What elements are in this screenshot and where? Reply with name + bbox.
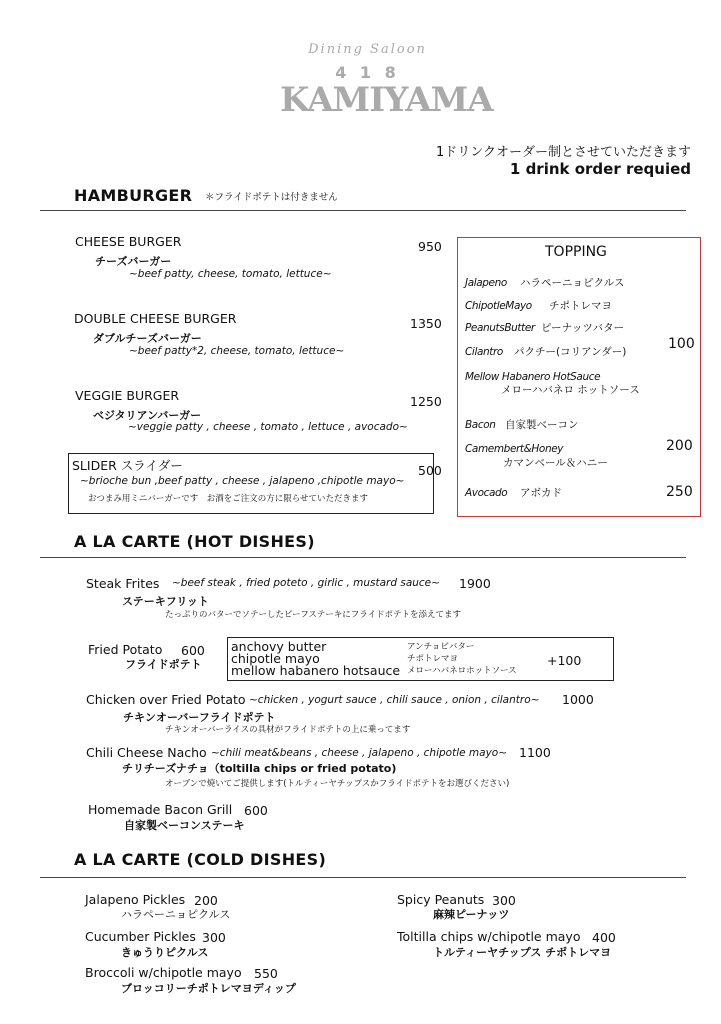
item-name: Homemade Bacon Grill [88, 802, 233, 817]
logo-number: 4 1 8 [335, 63, 400, 82]
item-jp: ステーキフリット [122, 595, 209, 608]
item-price: 1900 [459, 576, 491, 591]
item-desc: ~beef steak , fried poteto , girlic , mustard sauce~ [172, 577, 440, 589]
option-jp: チポトレマヨ [407, 654, 459, 664]
option-price: +100 [547, 653, 582, 668]
restaurant-logo [280, 42, 493, 132]
item-desc: ~veggie patty , cheese , tomato , lettuce , avocado~ [128, 421, 408, 433]
hamburger-note: ＊フライドポテトは付きません [205, 192, 338, 203]
option-name: chipotle mayo [231, 651, 320, 666]
item-price: 600 [181, 643, 205, 658]
item-jp: ベジタリアンバーガー [93, 409, 202, 422]
topping-heading: TOPPING [545, 244, 607, 260]
topping-price: 100 [668, 336, 695, 352]
item-name: Spicy Peanuts [397, 892, 485, 907]
drink-notice-jp: 1ドリンクオーダー制とさせていただきます [435, 145, 691, 160]
topping-name: Cilantro [465, 346, 503, 358]
item-note: チキンオーバーライスの具材がフライドポテトの上に乗ってます [165, 725, 411, 735]
item-name: Fried Potato [88, 642, 163, 657]
topping-price: 250 [666, 484, 693, 500]
item-jp: チリチーズナチョ（toltilla chips or fried potato) [122, 762, 397, 775]
topping-jp: チポトレマヨ [549, 300, 612, 312]
item-jp: ハラペーニョピクルス [121, 908, 231, 921]
topping-name: Mellow Habanero HotSauce [465, 371, 601, 383]
item-name: Toltilla chips w/chipotle mayo [397, 929, 581, 944]
item-price: 550 [254, 966, 278, 981]
item-jp: フライドポテト [125, 658, 202, 671]
topping-name: Camembert&Honey [465, 443, 564, 455]
item-price: 200 [194, 893, 218, 908]
logo-script: Dining Saloon [308, 42, 427, 57]
slider-note: おつまみ用ミニバーガーです お酒をご注文の方に限らせていただきます [88, 494, 368, 504]
slider-name: SLIDER スライダー [72, 458, 183, 473]
slider-desc: ~brioche bun ,beef patty , cheese , jalapeno ,chipotle mayo~ [80, 475, 405, 487]
item-jp: トルティーヤチップス チポトレマヨ [433, 946, 612, 959]
cold-heading: A LA CARTE (COLD DISHES) [74, 850, 327, 869]
item-price: 1350 [410, 316, 442, 331]
item-jp: ダブルチーズバーガー [93, 332, 202, 345]
option-name: mellow habanero hotsauce [231, 663, 401, 678]
option-jp: メローハバネロホットソース [407, 666, 517, 676]
logo-name: KAMIYAMA [280, 80, 493, 120]
topping-jp: ハラペーニョピクルス [520, 277, 625, 289]
item-name: CHEESE BURGER [75, 234, 182, 249]
item-name: Jalapeno Pickles [85, 892, 186, 907]
topping-jp: アボカド [520, 487, 562, 499]
slider-price: 500 [418, 463, 442, 478]
item-jp: ブロッコリーチポトレマヨディップ [121, 982, 296, 995]
topping-name: PeanutsButter [465, 322, 535, 334]
item-desc: ~chicken , yogurt sauce , chili sauce , onion , cilantro~ [249, 694, 540, 706]
item-jp: チキンオーバーフライドポテト [123, 711, 276, 724]
item-price: 600 [244, 803, 268, 818]
cold-rule [40, 877, 686, 878]
topping-jp: パクチー(コリアンダー) [514, 346, 627, 358]
option-jp: アンチョビバター [407, 642, 475, 652]
item-price: 1250 [410, 394, 442, 409]
item-desc: ~chili meat&beans , cheese , jalapeno , chipotle mayo~ [211, 747, 508, 759]
topping-name: Avocado [465, 487, 508, 499]
item-jp: チーズバーガー [95, 255, 172, 268]
topping-jp: メローハバネロ ホットソース [501, 384, 640, 396]
topping-jp: カマンベール＆ハニー [503, 457, 608, 469]
drink-notice-en: 1 drink order requied [509, 160, 691, 178]
item-desc: ~beef patty, cheese, tomato, lettuce~ [129, 268, 332, 280]
item-price: 300 [492, 893, 516, 908]
item-name: Broccoli w/chipotle mayo [85, 965, 242, 980]
item-desc: ~beef patty*2, cheese, tomato, lettuce~ [129, 345, 345, 357]
item-name: Cucumber Pickles [85, 929, 196, 944]
item-price: 1100 [519, 745, 551, 760]
item-name: Chicken over Fried Potato [86, 692, 246, 707]
item-price: 1000 [562, 692, 594, 707]
item-price: 400 [592, 930, 616, 945]
item-name: VEGGIE BURGER [75, 388, 180, 403]
item-jp: 麻辣ピーナッツ [433, 908, 510, 921]
item-jp: 自家製ベーコンステーキ [124, 819, 245, 832]
hamburger-heading: HAMBURGER [74, 186, 193, 205]
item-name: Steak Frites [86, 576, 160, 591]
item-price: 950 [418, 239, 442, 254]
item-note: オーブンで焼いてご提供します(トルティーヤチップスかフライドポテトをお選びください) [165, 779, 510, 789]
topping-jp: 自家製ベーコン [505, 419, 579, 431]
topping-name: ChipotleMayo [465, 300, 532, 312]
item-name: Chili Cheese Nacho [86, 745, 207, 760]
item-name: DOUBLE CHEESE BURGER [74, 311, 237, 326]
hamburger-rule [40, 210, 686, 211]
option-name: anchovy butter [231, 639, 327, 654]
hot-rule [40, 557, 686, 558]
item-price: 300 [202, 930, 226, 945]
topping-name: Jalapeno [465, 277, 507, 289]
topping-name: Bacon [465, 419, 496, 431]
topping-price: 200 [666, 438, 693, 454]
item-note: たっぷりのバターでソテーしたビーフステーキにフライドポテトを添えてます [165, 610, 461, 620]
hot-heading: A LA CARTE (HOT DISHES) [74, 532, 315, 551]
topping-jp: ピーナッツバター [541, 322, 625, 334]
item-jp: きゅうりピクルス [121, 946, 209, 959]
